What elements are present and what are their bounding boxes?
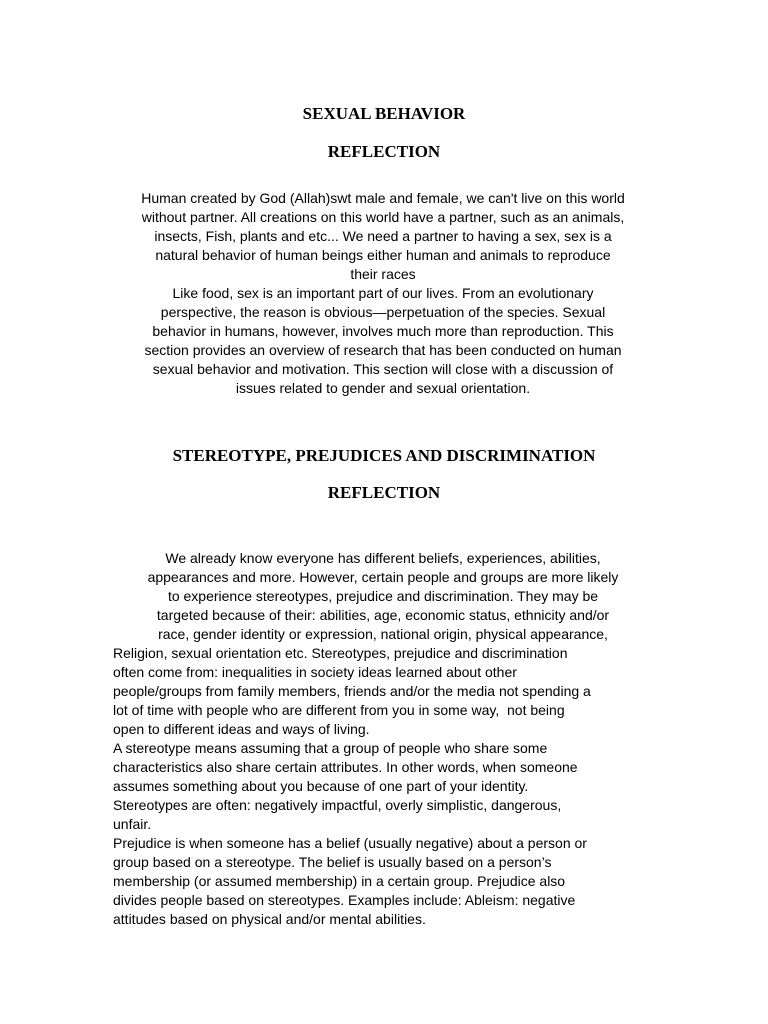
text-line: appearances and more. However, certain people and groups are more likely [147,569,619,585]
text-line: open to different ideas and ways of living. [113,721,370,737]
paragraph-partner [113,189,653,284]
text-line: natural behavior of human beings either human and animals to reproduce [155,247,611,263]
text-line: targeted because of their: abilities, age, economic status, ethnicity and/or [156,607,610,623]
text-line: often come from: inequalities in society ideas learned about other [113,664,517,680]
text-line: their races [350,266,416,282]
text-line: perspective, the reason is obvious—perpetuation of the species. Sexual [160,304,606,320]
text-line: Human created by God (Allah)swt male and female, we can't live on this world [141,190,625,206]
stereotype-body [113,549,653,929]
text-line: divides people based on stereotypes. Examples include: Ableism: negative [113,892,576,908]
text-line: race, gender identity or expression, national origin, physical appearance, [158,626,608,642]
text-line: We already know everyone has different beliefs, experiences, abilities, [165,550,601,566]
text-line: Prejudice is when someone has a belief (usually negative) about a person or [113,835,587,851]
paragraph-beliefs [113,549,653,644]
paragraph-like-food [113,284,653,398]
text-line: Religion, sexual orientation etc. Stereotypes, prejudice and discrimination [113,645,568,661]
text-line: sexual behavior and motivation. This section will close with a discussion of [152,361,614,377]
sexual-behavior-body [113,189,653,398]
text-line: insects, Fish, plants and etc... We need a partner to having a sex, sex is a [154,228,612,244]
section-subtitle-reflection-1: REFLECTION [327,142,441,161]
text-line: unfair. [113,816,152,832]
section-title-sexual-behavior: SEXUAL BEHAVIOR [302,104,466,123]
text-line: A stereotype means assuming that a group of people who share some [113,740,548,756]
paragraph-sources [113,644,653,739]
paragraph-stereotype-definition [113,739,653,834]
text-line: Stereotypes are often: negatively impactful, overly simplistic, dangerous, [113,797,562,813]
section-subtitle-reflection-2: REFLECTION [327,483,441,502]
text-line: group based on a stereotype. The belief is usually based on a person’s [113,854,552,870]
text-line: section provides an overview of research that has been conducted on human [144,342,622,358]
text-line: people/groups from family members, friends and/or the media not spending a [113,683,591,699]
text-line: membership (or assumed membership) in a certain group. Prejudice also [113,873,566,889]
paragraph-prejudice-definition [113,834,653,929]
text-line: characteristics also share certain attributes. In other words, when someone [113,759,578,775]
text-line: behavior in humans, however, involves much more than reproduction. This [152,323,614,339]
text-line: assumes something about you because of one part of your identity. [113,778,529,794]
text-line: to experience stereotypes, prejudice and discrimination. They may be [167,588,599,604]
text-line: issues related to gender and sexual orientation. [235,380,531,396]
text-line: attitudes based on physical and/or mental abilities. [113,911,426,927]
section-title-stereotype: STEREOTYPE, PREJUDICES AND DISCRIMINATION [172,446,596,465]
text-line: Like food, sex is an important part of our lives. From an evolutionary [172,285,594,301]
text-line: lot of time with people who are different from you in some way, not being [113,702,565,718]
text-line: without partner. All creations on this world have a partner, such as an animals, [141,209,625,225]
